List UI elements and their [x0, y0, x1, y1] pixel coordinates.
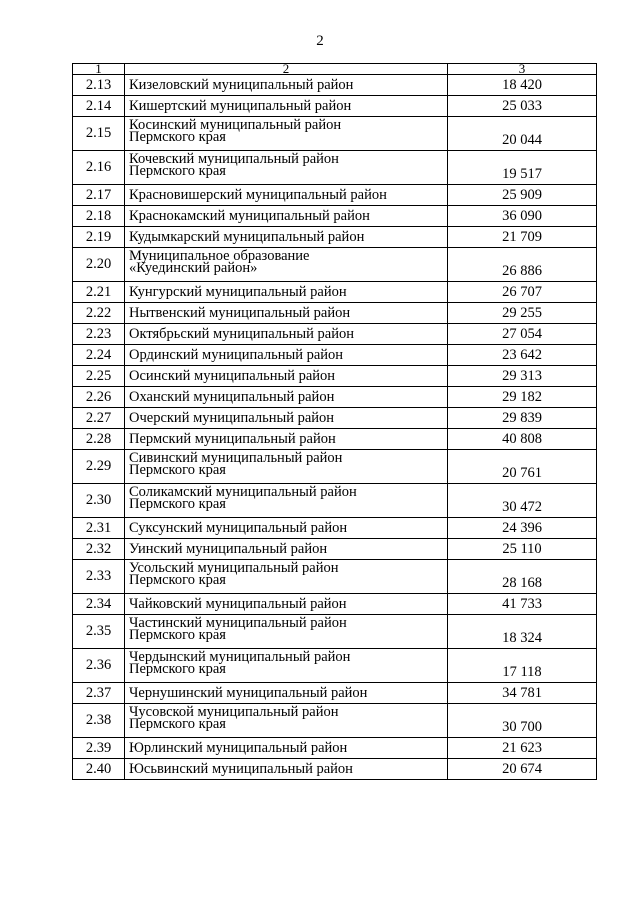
row-number: 2.22 [73, 303, 125, 324]
district-name [125, 227, 448, 248]
row-number: 2.27 [73, 408, 125, 429]
table-row [73, 539, 597, 560]
district-name-line: Нытвенский муниципальный район [129, 305, 351, 321]
district-value: 29 313 [448, 366, 597, 387]
district-name-line: Октябрьский муниципальный район [129, 326, 354, 342]
district-name [125, 206, 448, 227]
table-row [73, 683, 597, 704]
district-value: 29 839 [448, 408, 597, 429]
district-value: 29 255 [448, 303, 597, 324]
row-number: 2.23 [73, 324, 125, 345]
district-value: 29 182 [448, 387, 597, 408]
district-name-line: Чусовской муниципальный район [129, 704, 339, 720]
table-row [73, 206, 597, 227]
district-name [125, 738, 448, 759]
district-name-line: Краснокамский муниципальный район [129, 208, 370, 224]
district-name-line: Косинский муниципальный район [129, 117, 342, 133]
district-value: 34 781 [448, 683, 597, 704]
table-row [73, 738, 597, 759]
row-number: 2.19 [73, 227, 125, 248]
district-name [125, 96, 448, 117]
table-row [73, 759, 597, 780]
row-number: 2.13 [73, 75, 125, 96]
district-name [125, 75, 448, 96]
district-value: 23 642 [448, 345, 597, 366]
district-name [125, 518, 448, 539]
column-header-value: 3 [448, 64, 597, 75]
district-name [125, 683, 448, 704]
district-name [125, 615, 448, 649]
district-value: 18 420 [448, 75, 597, 96]
row-number: 2.31 [73, 518, 125, 539]
district-name-line: Пермского края [129, 163, 226, 179]
district-name [125, 248, 448, 282]
column-header-name: 2 [125, 64, 448, 75]
table-row [73, 282, 597, 303]
table-row [73, 615, 597, 649]
row-number: 2.21 [73, 282, 125, 303]
district-name-line: Пермского края [129, 496, 226, 512]
district-name-line: Усольский муниципальный район [129, 560, 339, 576]
district-value: 20 044 [448, 117, 597, 151]
column-header-number: 1 [73, 64, 125, 75]
district-name [125, 539, 448, 560]
district-name [125, 560, 448, 594]
row-number: 2.24 [73, 345, 125, 366]
district-name [125, 345, 448, 366]
table-row [73, 324, 597, 345]
district-name-line: Пермского края [129, 462, 226, 478]
district-name-line: Чайковский муниципальный район [129, 596, 347, 612]
district-name-line: Пермского края [129, 129, 226, 145]
district-value: 36 090 [448, 206, 597, 227]
row-number: 2.26 [73, 387, 125, 408]
district-value: 20 761 [448, 450, 597, 484]
table-row [73, 366, 597, 387]
district-name [125, 324, 448, 345]
table-row [73, 75, 597, 96]
district-name-line: Пермский муниципальный район [129, 431, 336, 447]
row-number: 2.30 [73, 484, 125, 518]
table-row [73, 408, 597, 429]
district-value: 17 118 [448, 649, 597, 683]
row-number: 2.34 [73, 594, 125, 615]
district-value: 25 909 [448, 185, 597, 206]
table-row [73, 560, 597, 594]
row-number: 2.36 [73, 649, 125, 683]
row-number: 2.37 [73, 683, 125, 704]
district-name-line: Кишертский муниципальный район [129, 98, 352, 114]
row-number: 2.16 [73, 151, 125, 185]
district-name [125, 594, 448, 615]
table-row [73, 303, 597, 324]
district-name-line: Сивинский муниципальный район [129, 450, 343, 466]
row-number: 2.20 [73, 248, 125, 282]
district-name-line: Юрлинский муниципальный район [129, 740, 348, 756]
district-name-line: Ординский муниципальный район [129, 347, 344, 363]
district-name [125, 759, 448, 780]
district-name-line: Красновишерский муниципальный район [129, 187, 387, 203]
district-name [125, 704, 448, 738]
row-number: 2.40 [73, 759, 125, 780]
table-row [73, 96, 597, 117]
districts-table [72, 63, 597, 780]
district-name-line: Муниципальное образование [129, 248, 310, 264]
districts-table-container [72, 63, 596, 780]
table-row [73, 387, 597, 408]
district-name-line: Частинский муниципальный район [129, 615, 347, 631]
row-number: 2.33 [73, 560, 125, 594]
district-name [125, 117, 448, 151]
district-name [125, 366, 448, 387]
table-row [73, 484, 597, 518]
district-name-line: Соликамский муниципальный район [129, 484, 357, 500]
district-name [125, 387, 448, 408]
table-header-row [73, 64, 597, 75]
row-number: 2.14 [73, 96, 125, 117]
row-number: 2.18 [73, 206, 125, 227]
district-value: 19 517 [448, 151, 597, 185]
district-value: 40 808 [448, 429, 597, 450]
district-name-line: Кочевский муниципальный район [129, 151, 339, 167]
table-row [73, 227, 597, 248]
table-row [73, 345, 597, 366]
table-row [73, 704, 597, 738]
page-number: 2 [316, 33, 324, 49]
district-name-line: Уинский муниципальный район [129, 541, 328, 557]
district-name-line: Пермского края [129, 716, 226, 732]
district-value: 25 033 [448, 96, 597, 117]
table-row [73, 450, 597, 484]
table-row [73, 151, 597, 185]
district-name-line: Пермского края [129, 627, 226, 643]
district-name [125, 649, 448, 683]
district-name-line: Очерский муниципальный район [129, 410, 335, 426]
district-name-line: Кудымкарский муниципальный район [129, 229, 365, 245]
table-row [73, 429, 597, 450]
district-value: 24 396 [448, 518, 597, 539]
district-value: 27 054 [448, 324, 597, 345]
district-name [125, 282, 448, 303]
district-value: 18 324 [448, 615, 597, 649]
district-name-line: Юсьвинский муниципальный район [129, 761, 353, 777]
district-value: 30 700 [448, 704, 597, 738]
row-number: 2.32 [73, 539, 125, 560]
district-name [125, 151, 448, 185]
table-body [73, 75, 597, 780]
row-number: 2.28 [73, 429, 125, 450]
district-value: 41 733 [448, 594, 597, 615]
district-name-line: Кунгурский муниципальный район [129, 284, 347, 300]
row-number: 2.15 [73, 117, 125, 151]
row-number: 2.39 [73, 738, 125, 759]
table-row [73, 518, 597, 539]
district-name [125, 450, 448, 484]
table-row [73, 117, 597, 151]
district-name-line: Суксунский муниципальный район [129, 520, 348, 536]
table-row [73, 594, 597, 615]
district-name [125, 429, 448, 450]
district-value: 21 709 [448, 227, 597, 248]
row-number: 2.25 [73, 366, 125, 387]
district-value: 20 674 [448, 759, 597, 780]
district-name [125, 185, 448, 206]
district-name [125, 408, 448, 429]
row-number: 2.35 [73, 615, 125, 649]
row-number: 2.38 [73, 704, 125, 738]
district-name-line: Осинский муниципальный район [129, 368, 336, 384]
table-row [73, 185, 597, 206]
district-value: 26 707 [448, 282, 597, 303]
district-value: 21 623 [448, 738, 597, 759]
row-number: 2.17 [73, 185, 125, 206]
district-value: 28 168 [448, 560, 597, 594]
district-name-line: Пермского края [129, 661, 226, 677]
district-value: 25 110 [448, 539, 597, 560]
district-name-line: Оханский муниципальный район [129, 389, 335, 405]
district-name [125, 484, 448, 518]
row-number: 2.29 [73, 450, 125, 484]
district-name-line: Чердынский муниципальный район [129, 649, 351, 665]
district-name-line: Чернушинский муниципальный район [129, 685, 368, 701]
table-row [73, 248, 597, 282]
district-name [125, 303, 448, 324]
district-name-line: Кизеловский муниципальный район [129, 77, 354, 93]
district-value: 26 886 [448, 248, 597, 282]
district-value: 30 472 [448, 484, 597, 518]
table-row [73, 649, 597, 683]
district-name-line: Пермского края [129, 572, 226, 588]
district-name-line: «Куединский район» [129, 260, 258, 276]
